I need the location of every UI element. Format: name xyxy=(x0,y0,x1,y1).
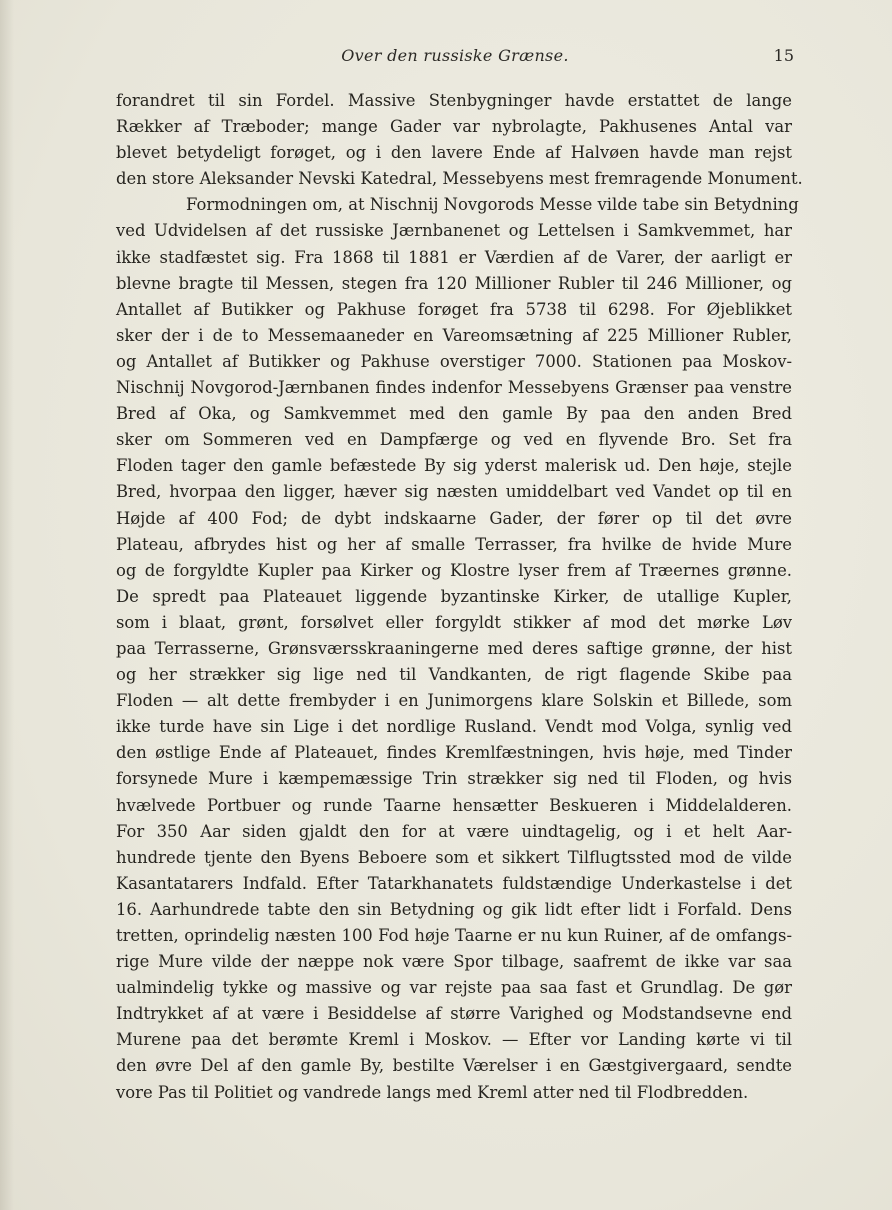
text-line: sker om Sommeren ved en Dampfærge og ved en flyvende Bro. Set fra xyxy=(116,430,792,450)
text-line: Rækker af Træboder; mange Gader var nybrolagte, Pakhusenes Antal var xyxy=(116,117,792,137)
text-line: Bred af Oka, og Samkvemmet med den gamle By paa den anden Bred xyxy=(116,404,792,424)
text-line: forandret til sin Fordel. Massive Stenbygninger havde erstattet de lange xyxy=(116,91,792,110)
text-line: tretten, oprindelig næsten 100 Fod høje Taarne er nu kun Ruiner, af de omfangs- xyxy=(116,926,792,945)
text-line: Plateau, afbrydes hist og her af smalle Terrasser, fra hvilke de hvide Mure xyxy=(116,534,792,554)
text-line: ved Udvidelsen af det russiske Jærnbanenet og Lettelsen i Samkvemmet, har xyxy=(116,221,792,241)
text-line: For 350 Aar siden gjaldt den for at være uindtagelig, og i et helt Aar- xyxy=(116,821,792,841)
text-line: ualmindelig tykke og massive og var rejste paa saa fast et Grundlag. De gør xyxy=(116,978,792,998)
text-line: De spredt paa Plateauet liggende byzantinske Kirker, de utallige Kupler, xyxy=(116,586,792,606)
text-line: hundrede tjente den Byens Beboere som et sikkert Tilflugtssted mod de vilde xyxy=(116,847,792,867)
text-line: Kasantatarers Indfald. Efter Tatarkhanatets fuldstændige Underkastelse i det xyxy=(116,873,792,893)
paragraph xyxy=(116,88,803,192)
text-line: Bred, hvorpaa den ligger, hæver sig næsten umiddelbart ved Vandet op til en xyxy=(116,482,792,502)
text-line: vore Pas til Politiet og vandrede langs med Kreml atter ned til Flodbredden. xyxy=(116,1082,749,1102)
text-line: den østlige Ende af Plateauet, findes Kremlfæstningen, hvis høje, med Tinder xyxy=(116,743,792,763)
text-line: 16. Aarhundrede tabte den sin Betydning og gik lidt efter lidt i Forfald. Dens xyxy=(116,899,792,919)
text-line: sker der i de to Messemaaneder en Vareomsætning af 225 Millioner Rubler, xyxy=(116,325,792,345)
running-header xyxy=(116,46,794,72)
text-line: Floden tager den gamle befæstede By sig yderst malerisk ud. Den høje, stejle xyxy=(116,456,792,476)
text-line: blevet betydeligt forøget, og i den lavere Ende af Halvøen havde man rejst xyxy=(116,143,792,163)
text-line: ikke stadfæstet sig. Fra 1868 til 1881 er Værdien af de Varer, der aarligt er xyxy=(116,247,792,267)
text-line: Antallet af Butikker og Pakhuse forøget fra 5738 til 6298. For Øjeblikket xyxy=(116,299,792,319)
text-line: hvælvede Portbuer og runde Taarne hensætter Beskueren i Middelalderen. xyxy=(116,795,792,815)
text-line: Indtrykket af at være i Besiddelse af større Varighed og Modstandsevne end xyxy=(116,1004,792,1024)
text-line: den store Aleksander Nevski Katedral, Messebyens mest fremragende Monument. xyxy=(116,169,803,189)
paragraph xyxy=(116,192,799,1105)
body-text xyxy=(116,88,803,1106)
text-line: den øvre Del af den gamle By, bestilte Værelser i en Gæstgivergaard, sendte xyxy=(116,1056,792,1076)
text-line: ikke turde have sin Lige i det nordlige Rusland. Vendt mod Volga, synlig ved xyxy=(116,717,792,737)
text-line: som i blaat, grønt, forsølvet eller forgyldt stikker af mod det mørke Løv xyxy=(116,612,792,632)
text-line: Floden — alt dette frembyder i en Junimorgens klare Solskin et Billede, som xyxy=(116,691,792,711)
text-line: Formodningen om, at Nischnij Novgorods Messe vilde tabe sin Betydning xyxy=(186,195,799,215)
text-line: og her strækker sig lige ned til Vandkanten, de rigt flagende Skibe paa xyxy=(116,665,792,685)
text-line: og de forgyldte Kupler paa Kirker og Klostre lyser frem af Træernes grønne. xyxy=(116,560,792,580)
text-line: Nischnij Novgorod-Jærnbanen findes indenfor Messebyens Grænser paa venstre xyxy=(116,378,792,398)
running-title: Over den russiske Grænse. xyxy=(341,46,569,65)
page-number: 15 xyxy=(773,46,794,65)
text-line: Højde af 400 Fod; de dybt indskaarne Gader, der fører op til det øvre xyxy=(116,508,792,528)
text-line: og Antallet af Butikker og Pakhuse overstiger 7000. Stationen paa Moskov- xyxy=(116,351,792,371)
text-line: Murene paa det berømte Kreml i Moskov. — Efter vor Landing kørte vi til xyxy=(116,1030,792,1050)
text-line: blevne bragte til Messen, stegen fra 120 Millioner Rubler til 246 Millioner, og xyxy=(116,273,792,293)
text-line: paa Terrasserne, Grønsværsskraaningerne med deres saftige grønne, der hist xyxy=(116,638,792,658)
text-line: rige Mure vilde der næppe nok være Spor tilbage, saafremt de ikke var saa xyxy=(116,952,792,972)
text-line: forsynede Mure i kæmpemæssige Trin strækker sig ned til Floden, og hvis xyxy=(116,769,792,789)
